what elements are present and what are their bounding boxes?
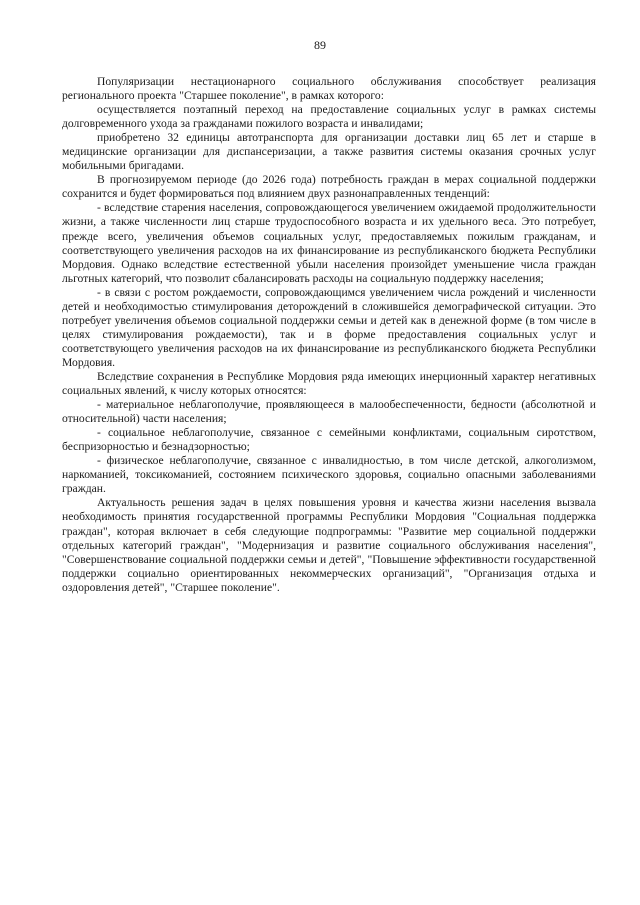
- paragraph-material-disadvantage: - материальное неблагополучие, проявляющееся в малообеспеченности, бедности (абсолютной и относительной) части населения;: [62, 398, 596, 426]
- paragraph-physical-disadvantage: - физическое неблагополучие, связанное с инвалидностью, в том числе детской, алкоголизмом, наркоманией, токсикоманией, состоянием психического здоровья, социально опасными заболеваниями граждан.: [62, 454, 596, 496]
- paragraph-negative-phenomena: Вследствие сохранения в Республике Мордовия ряда имеющих инерционный характер негативных социальных явлений, к числу которых относятся:: [62, 369, 596, 398]
- paragraph-social-disadvantage: - социальное неблагополучие, связанное с семейными конфликтами, социальным сиротством, беспризорностью и безнадзорностью;: [62, 426, 596, 454]
- paragraph-aging: - вследствие старения населения, сопровождающегося увеличением ожидаемой продолжительности жизни, а также численности лиц старше трудоспособного возраста и их удельного веса. Это потребует, прежде всего, увеличения объемов социальных услуг, предоставляемых пожилым гражданам, и соответствующего увеличения расходов на их финансирование из республиканского бюджета Республики Мордовия. Однако вследствие естественной убыли населения произойдет уменьшение числа граждан льготных категорий, что позволит сбалансировать расходы на социальную поддержку населения;: [62, 201, 596, 285]
- document-body: [62, 75, 596, 595]
- paragraph-popularization: Популяризации нестационарного социального обслуживания способствует реализация регионального проекта "Старшее поколение", в рамках которого:: [62, 75, 596, 103]
- paragraph-vehicles: приобретено 32 единицы автотранспорта для организации доставки лиц 65 лет и старше в медицинские организации для диспансеризации, а также развития системы оказания срочных услуг мобильными бригадами.: [62, 131, 596, 173]
- paragraph-birth-rate: - в связи с ростом рождаемости, сопровождающимся увеличением числа рождений и численности детей и необходимостью стимулирования деторождений в сложившейся демографической ситуации. Это потребует увеличения объемов социальной поддержки семьи и детей как в денежной форме (в том числе в целях стимулирования рождаемости), так и в форме предоставления социальных услуг и соответствующего увеличения расходов на их финансирование из республиканского бюджета Республики Мордовия.: [62, 285, 596, 369]
- page-number: 89: [314, 38, 326, 52]
- paragraph-forecast: В прогнозируемом периоде (до 2026 года) потребность граждан в мерах социальной поддержки сохранится и будет формироваться под влиянием двух разнонаправленных тенденций:: [62, 173, 596, 201]
- paragraph-long-term-care: осуществляется поэтапный переход на предоставление социальных услуг в рамках системы долговременного ухода за гражданами пожилого возраста и инвалидами;: [62, 103, 596, 131]
- paragraph-state-program: Актуальность решения задач в целях повышения уровня и качества жизни населения вызвала необходимость принятия государственной программы Республики Мордовия "Социальная поддержка граждан", которая включает в себя следующие подпрограммы: "Развитие мер социальной поддержки отдельных категорий граждан", "Модернизация и развитие социального обслуживания населения", "Совершенствование социальной поддержки семьи и детей", "Повышение эффективности государственной поддержки социально ориентированных некоммерческих организаций", "Организация отдыха и оздоровления детей", "Старшее поколение".: [62, 496, 596, 594]
